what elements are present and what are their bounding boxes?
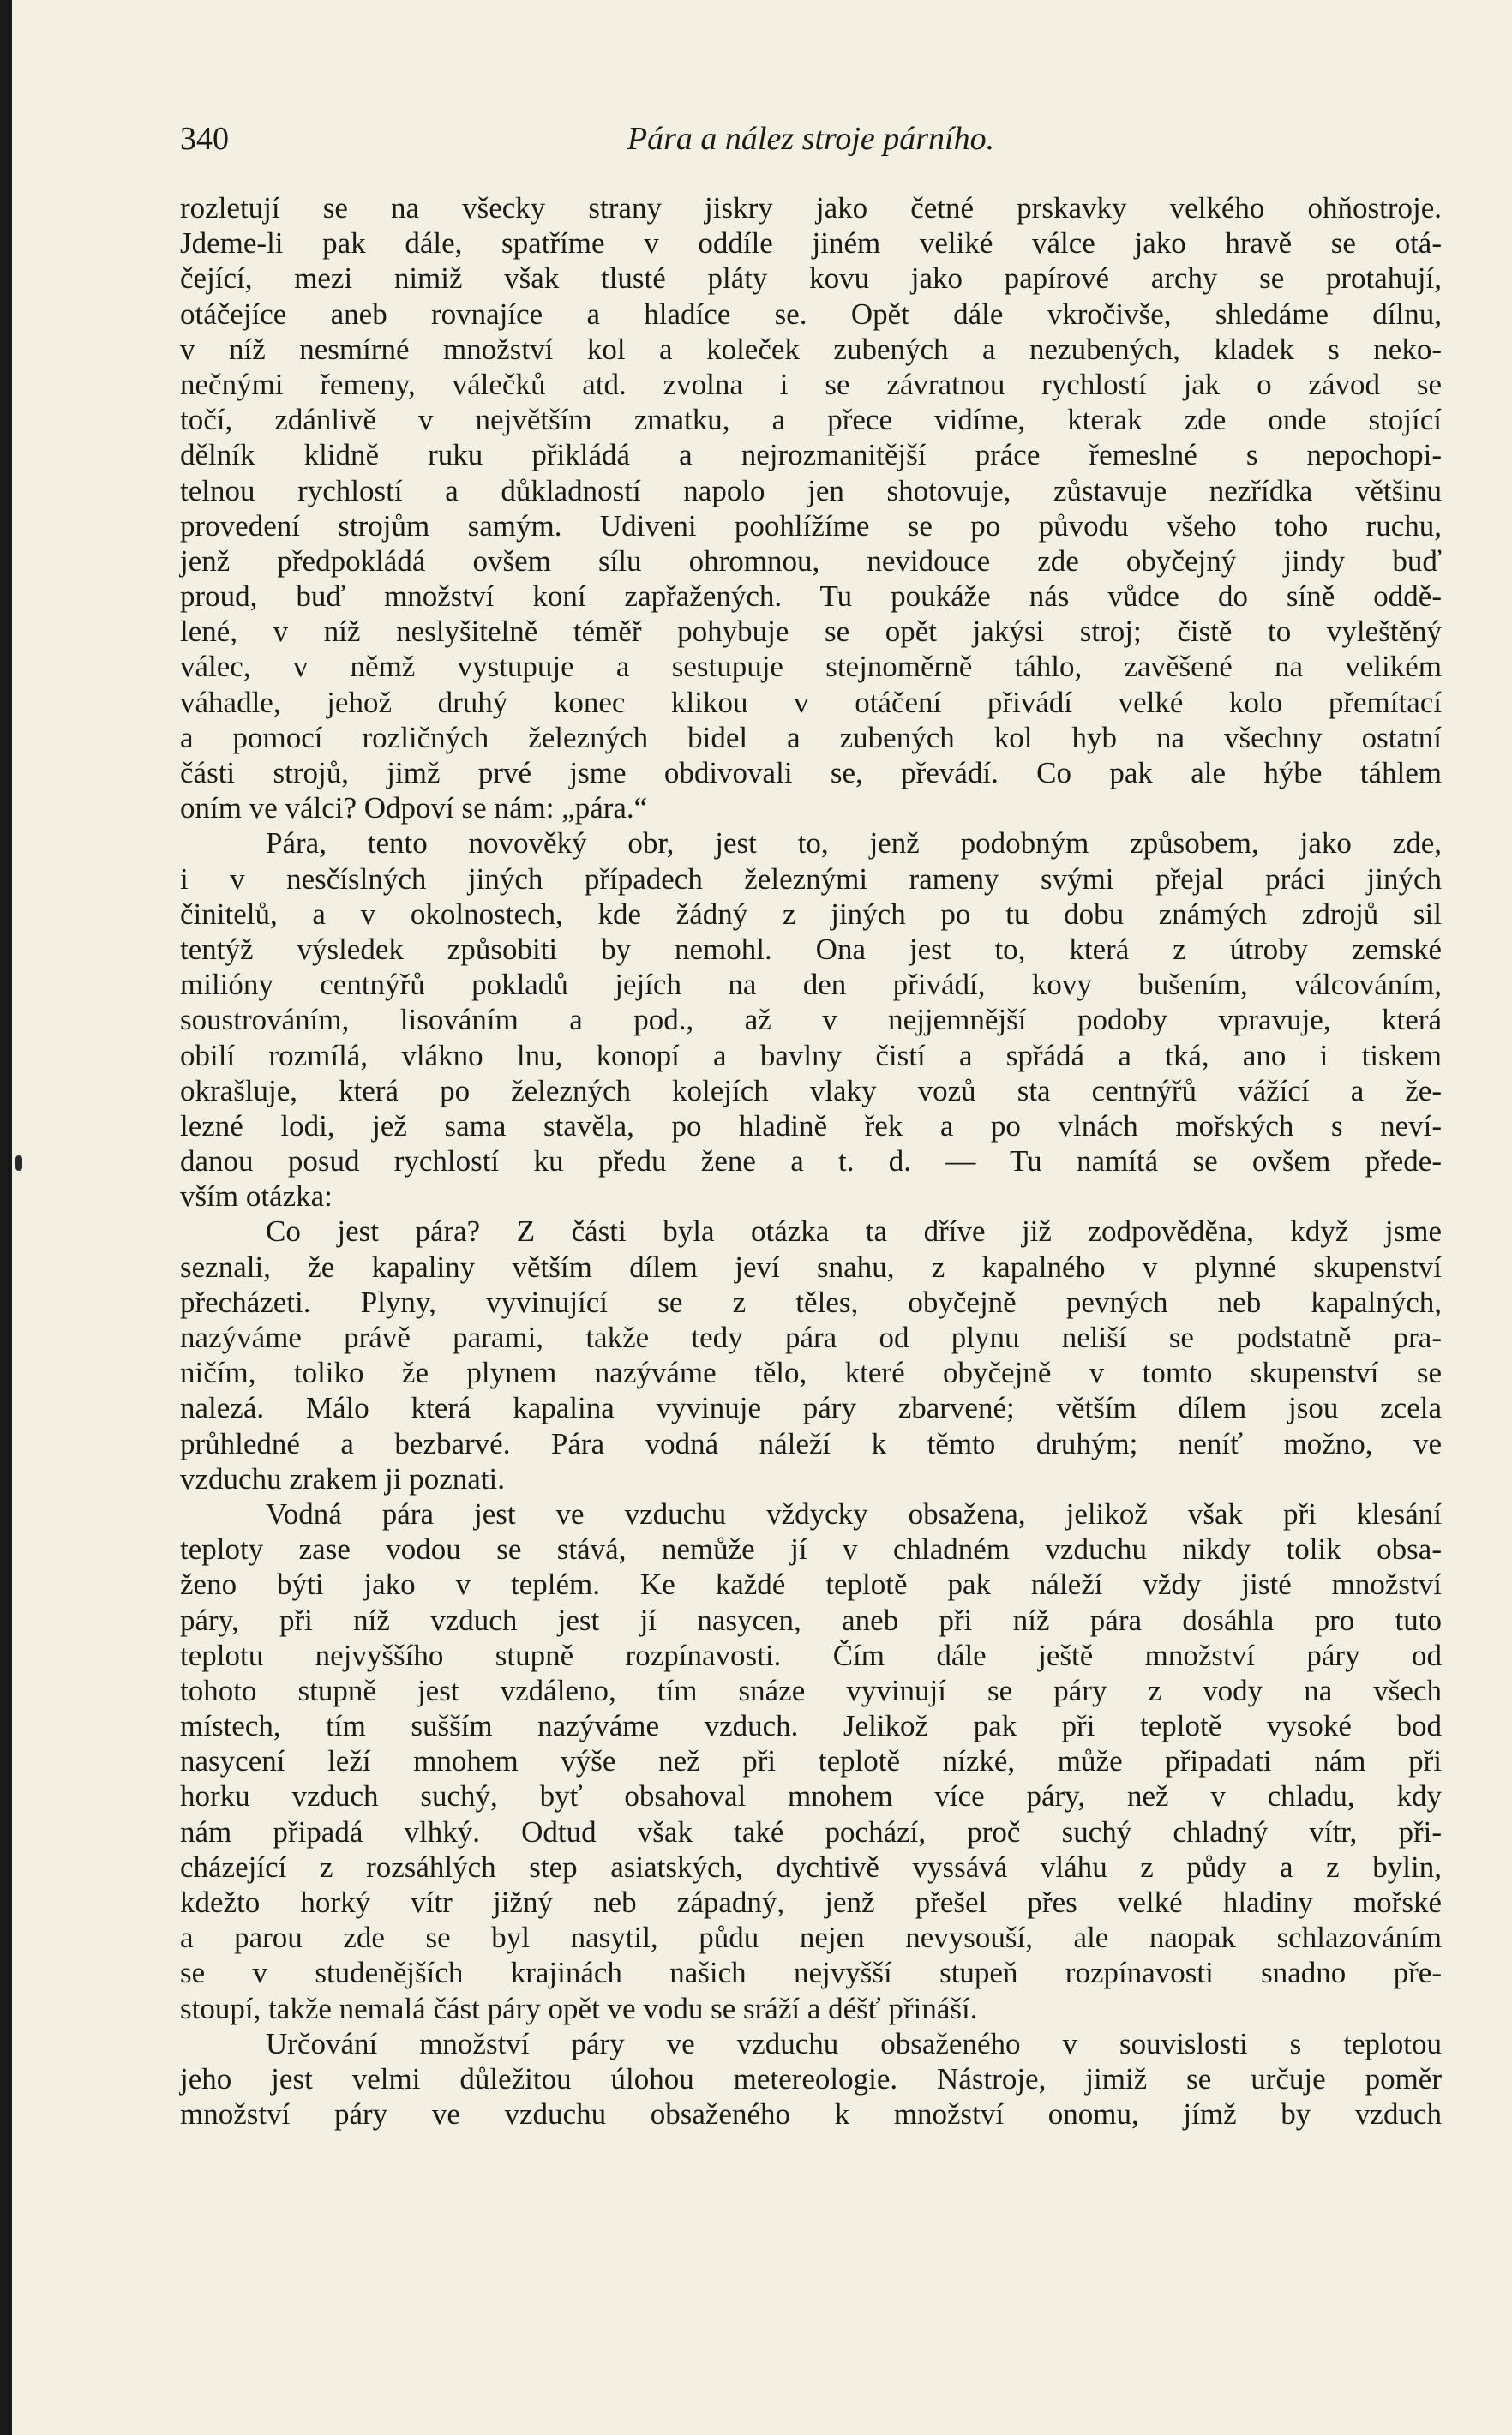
text-line: horku vzduch suchý, byť obsahoval mnohem více páry, než v chladu, kdy [180,1779,1442,1814]
text-line: se v studenějších krajinách našich nejvyšší stupeň rozpínavosti snadno pře- [180,1956,1442,1990]
text-line: cházející z rozsáhlých step asiatských, dychtivě vyssává vláhu z půdy a z bylin, [180,1850,1442,1884]
text-line: tentýž výsledek způsobiti by nemohl. Ona jest to, která z útroby zemské [180,932,1442,966]
text-line: místech, tím sušším nazýváme vzduch. Jelikož pak při teplotě vysoké bod [180,1709,1442,1743]
text-line: vzduchu zrakem ji poznati. [180,1461,506,1496]
text-line: teploty zase vodou se stává, nemůže jí v chladném vzduchu nikdy tolik obsa- [180,1532,1442,1567]
text-line: ženo býti jako v teplém. Ke každé teplotě pak náleží vždy jisté množství [180,1568,1442,1602]
page-number: 340 [180,121,229,157]
text-line: Určování množství páry ve vzduchu obsaženého v souvislosti s teplotou [266,2026,1442,2060]
text-line: Jdeme-li pak dále, spatříme v oddíle jiném veliké válce jako hravě se otá- [180,226,1442,261]
text-line: v níž nesmírné množství kol a koleček zubených a nezubených, kladek s neko- [180,332,1442,366]
text-line: a parou zde se byl nasytil, půdu nejen nevysouší, ale naopak schlazováním [180,1921,1442,1955]
text-line: válec, v němž vystupuje a sestupuje stejnoměrně táhlo, zavěšené na velikém [180,650,1442,684]
text-line: teplotu nejvyššího stupně rozpínavosti. Čím dále ještě množství páry od [180,1638,1442,1672]
text-line: Co jest pára? Z části byla otázka ta dříve již zodpověděna, když jsme [266,1215,1442,1249]
text-line: stoupí, takže nemalá část páry opět ve vodu se sráží a déšť přináší. [180,1991,978,2025]
text-line: části strojů, jimž prvé jsme obdivovali se, převádí. Co pak ale hýbe táhlem [180,756,1442,789]
text-line: točí, zdánlivě v největším zmatku, a přece vidíme, kterak zde onde stojící [180,403,1442,437]
text-line: množství páry ve vzduchu obsaženého k množství onomu, jímž by vzduch [180,2097,1442,2132]
text-line: Vodná pára jest ve vzduchu vždycky obsažena, jelikož však při klesání [266,1496,1442,1531]
text-line: Pára, tento novověký obr, jest to, jenž podobným způsobem, jako zde, [266,826,1442,861]
text-line: otáčejíce aneb rovnajíce a hladíce se. Opět dále vkročivše, shledáme dílnu, [180,297,1442,331]
text-line: nám připadá vlhký. Odtud však také pochází, proč suchý chladný vítr, při- [180,1814,1442,1849]
text-line: kdežto horký vítr jižný neb západný, jenž přešel přes velké hladiny mořské [180,1886,1442,1919]
text-line: proud, buď množství koní zapřažených. Tu poukáže nás vůdce do síně oddě- [180,579,1442,614]
text-line: vším otázka: [180,1179,333,1214]
text-line: seznali, že kapaliny větším dílem jeví snahu, z kapalného v plynné skupenství [180,1250,1442,1284]
text-line: lené, v níž neslyšitelně téměř pohybuje se opět jakýsi stroj; čistě to vyleštěný [180,615,1442,649]
text-line: čející, mezi nimiž však tlusté pláty kovu jako papírové archy se protahují, [180,261,1442,296]
text-line: a pomocí rozličných železných bidel a zubených kol hyb na všechny ostatní [180,720,1442,754]
text-line: lezné lodi, jež sama stavěla, po hladině řek a po vlnách mořských s neví- [180,1108,1442,1143]
text-line: oním ve válci? Odpoví se nám: „pára.“ [180,791,648,825]
text-line: soustrováním, lisováním a pod., až v nejjemnější podoby vpravuje, která [180,1003,1442,1037]
text-line: rozletují se na všecky strany jiskry jako četné prskavky velkého ohňostroje. [180,191,1442,225]
page-edge-mark [15,1155,22,1171]
text-line: jeho jest velmi důležitou úlohou metereologie. Nástroje, jimiž se určuje poměr [180,2061,1442,2096]
body-text [180,190,1442,2132]
text-line: milióny centnýřů pokladů jejích na den přivádí, kovy bušením, válcováním, [180,968,1442,1002]
text-line: tohoto stupně jest vzdáleno, tím snáze vyvinují se páry z vody na všech [180,1673,1442,1707]
text-line: nečnými řemeny, válečků atd. zvolna i se závratnou rychlostí jak o závod se [180,367,1442,401]
text-line: nazýváme právě parami, takže tedy pára od plynu neliší se podstatně pra- [180,1321,1442,1354]
text-line: ničím, toliko že plynem nazýváme tělo, které obyčejně v tomto skupenství se [180,1356,1442,1390]
text-line: páry, při níž vzduch jest jí nasycen, aneb při níž pára dosáhla pro tuto [180,1603,1442,1637]
text-line: danou posud rychlostí ku předu žene a t. d. — Tu namítá se ovšem přede- [180,1144,1442,1179]
text-line: jenž předpokládá ovšem sílu ohromnou, nevidouce zde obyčejný jindy buď [180,543,1442,578]
running-title: Pára a nález stroje párního. [627,121,995,157]
book-page [12,0,1512,2435]
text-line: telnou rychlostí a důkladností napolo jen shotovuje, zůstavuje nezřídka většinu [180,473,1442,507]
text-line: provedení strojům samým. Udiveni poohlížíme se po původu všeho toho ruchu, [180,508,1442,543]
text-line: nalezá. Málo která kapalina vyvinuje páry zbarvené; větším dílem jsou zcela [180,1391,1442,1425]
text-line: nasycení leží mnohem výše než při teplotě nízké, může připadati nám při [180,1744,1442,1778]
text-line: váhadle, jehož druhý konec klikou v otáčení přivádí velké kolo přemítací [180,685,1442,719]
text-line: i v nesčíslných jiných případech železnými rameny svými přejal práci jiných [180,861,1442,896]
page-header [180,120,1442,171]
text-line: přecházeti. Plyny, vyvinující se z těles, obyčejně pevných neb kapalných, [180,1285,1442,1319]
text-line: dělník klidně ruku přikládá a nejrozmanitější práce řemeslné s nepochopi- [180,438,1442,472]
text-line: průhledné a bezbarvé. Pára vodná náleží k těmto druhým; neníť možno, ve [180,1426,1442,1460]
text-line: okrašluje, která po železných kolejích vlaky vozů sta centnýřů vážící a že- [180,1073,1442,1107]
text-line: činitelů, a v okolnostech, kde žádný z jiných po tu dobu známých zdrojů sil [180,897,1442,931]
text-line: obilí rozmílá, vlákno lnu, konopí a bavlny čistí a spřádá a tká, ano i tiskem [180,1038,1442,1072]
